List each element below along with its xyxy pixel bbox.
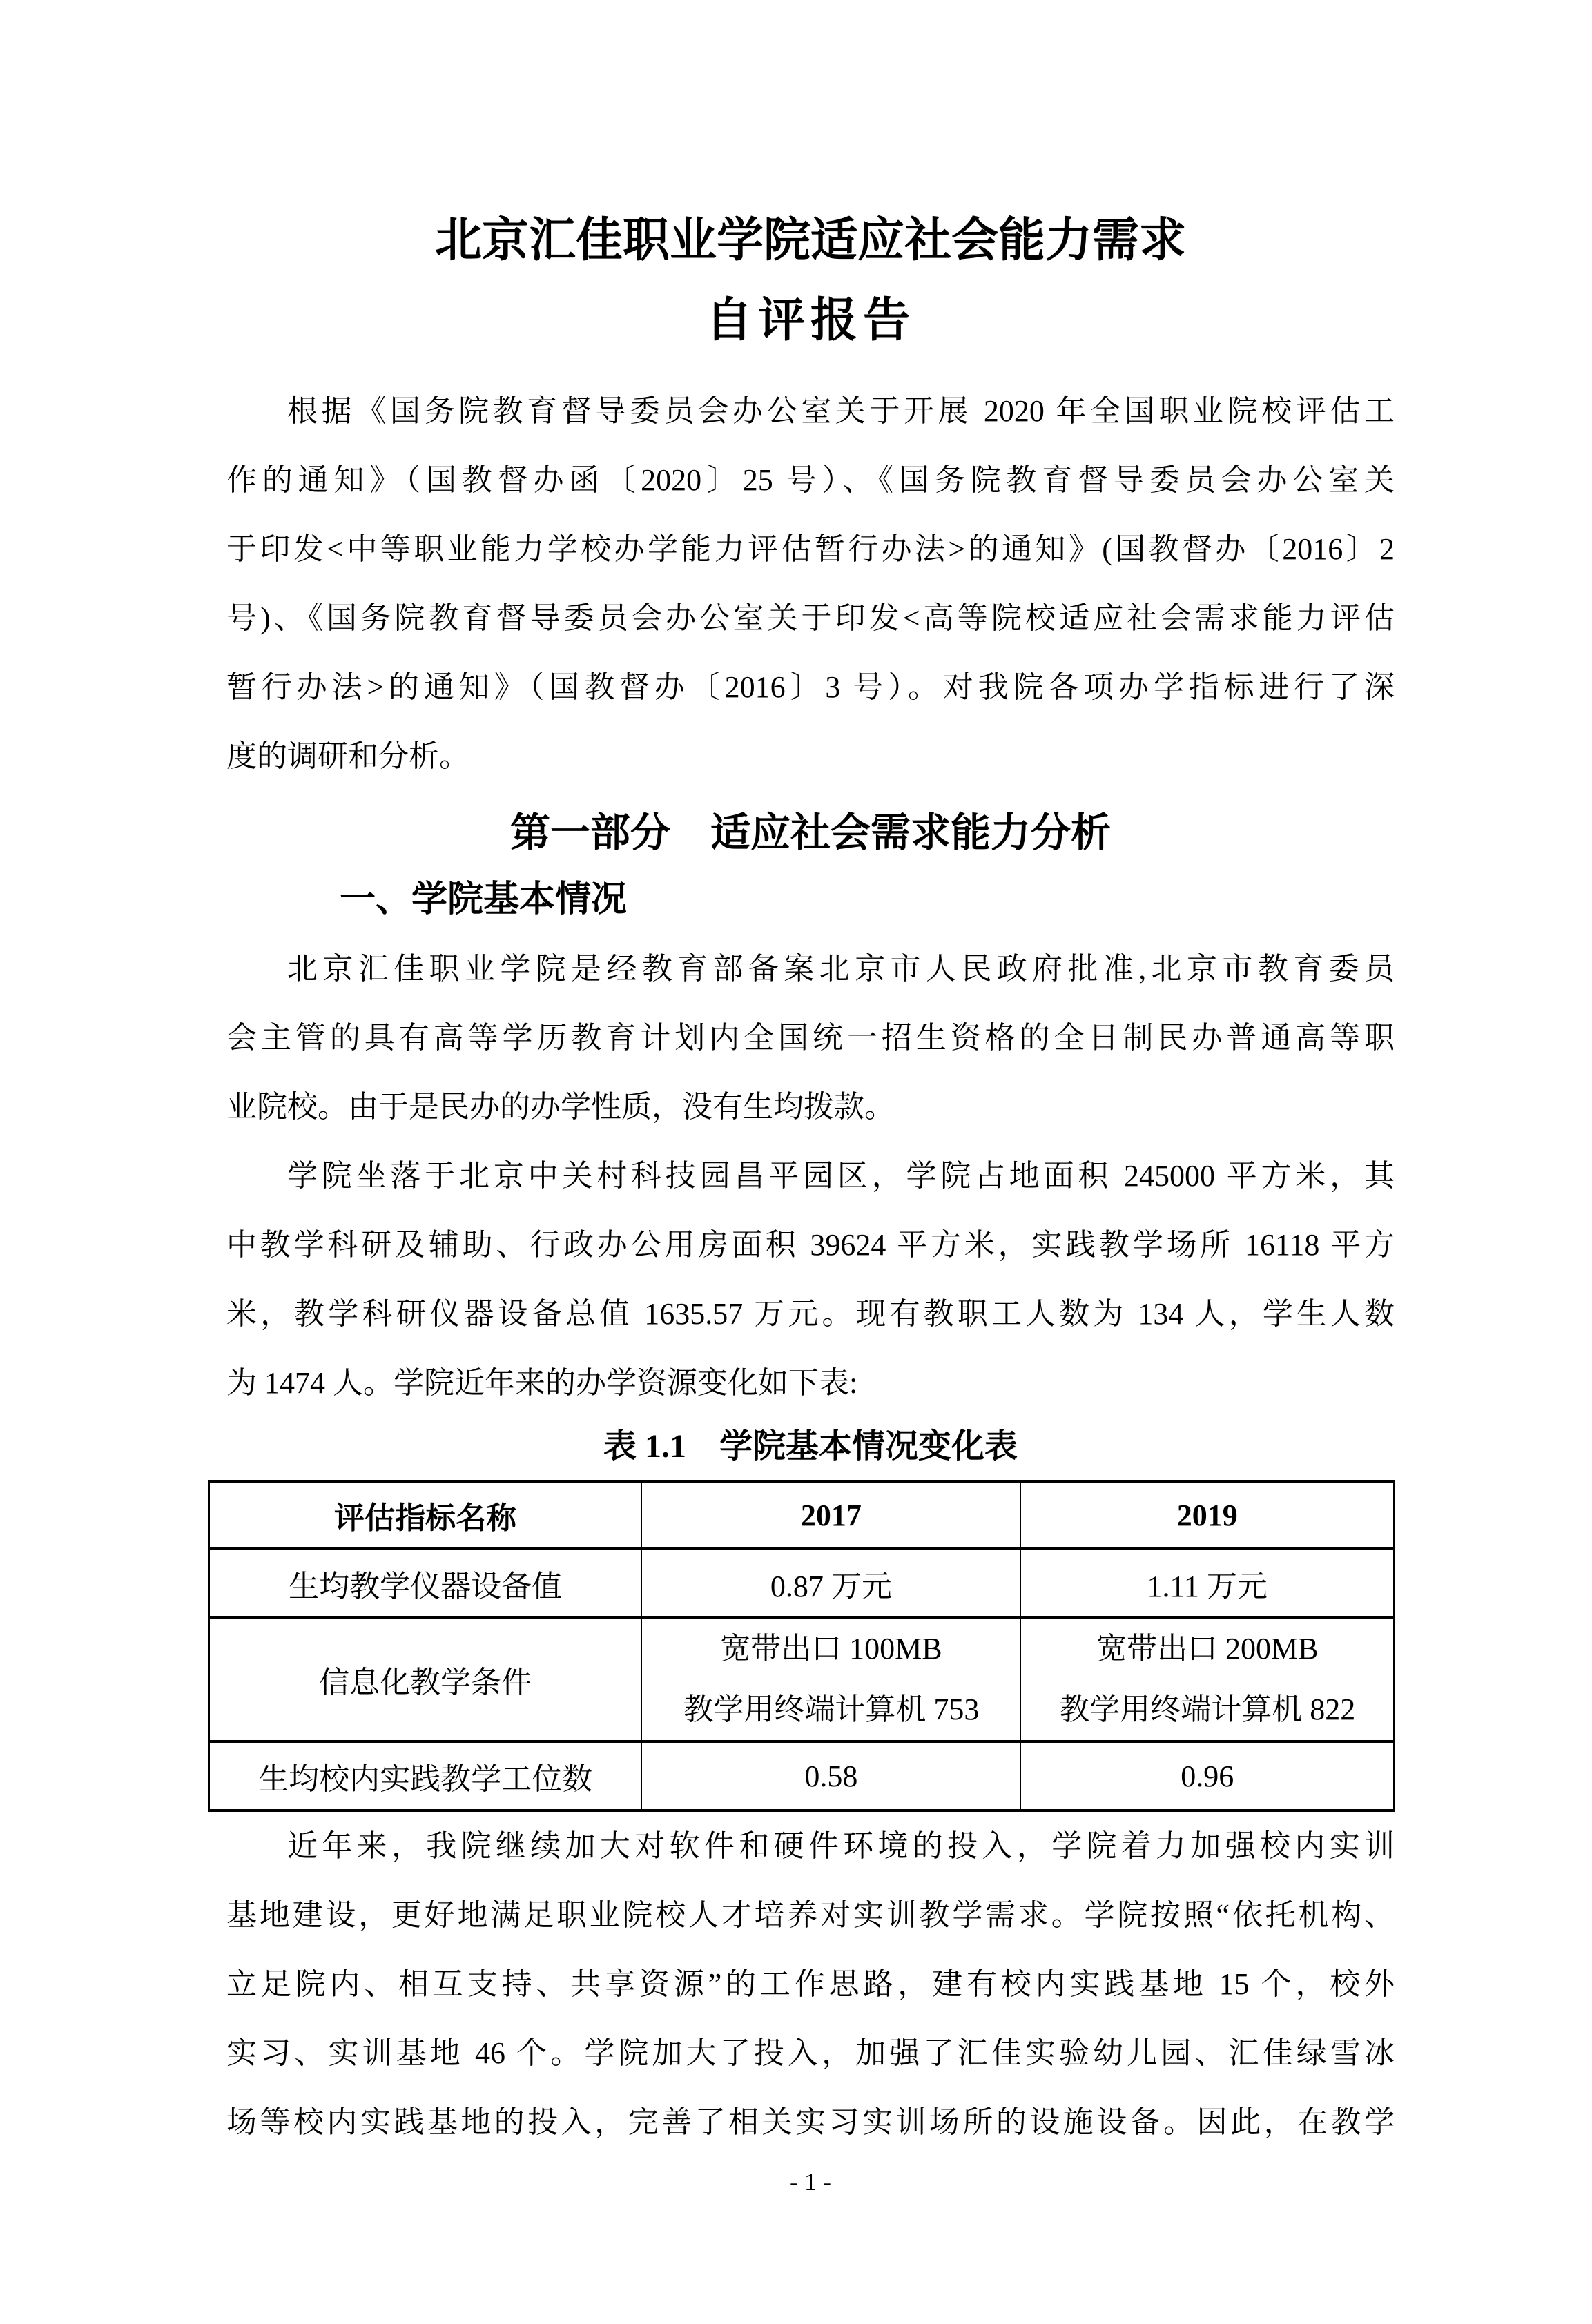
table-row xyxy=(209,1549,1394,1617)
page-content xyxy=(0,200,1592,2203)
paragraph-line: 米，教学科研仪器设备总值 1635.57 万元。现有教职工人数为 134 人，学生人数 xyxy=(226,1297,1395,1331)
table-row xyxy=(209,1741,1394,1810)
paragraph-line: 北京汇佳职业学院是经教育部备案北京市人民政府批准,北京市教育委员 xyxy=(287,952,1395,986)
table-cell-2017 xyxy=(641,1617,1020,1741)
table-cell-2017: 0.87 万元 xyxy=(641,1549,1020,1617)
table-cell-label: 生均教学仪器设备值 xyxy=(209,1549,641,1617)
paragraph-line: 学院坐落于北京中关村科技园昌平园区，学院占地面积 245000 平方米，其 xyxy=(287,1159,1395,1193)
table-cell-2019: 1.11 万元 xyxy=(1020,1549,1394,1617)
paragraph-line: 于印发<中等职业能力学校办学能力评估暂行办法>的通知》(国教督办〔2016〕2 xyxy=(226,532,1395,566)
cell-line: 宽带出口 200MB xyxy=(1096,1632,1319,1666)
table-cell-2019 xyxy=(1020,1617,1394,1741)
table-cell-label: 生均校内实践教学工位数 xyxy=(209,1741,641,1810)
table-caption: 表 1.1 学院基本情况变化表 xyxy=(603,1428,1018,1465)
paragraph-line: 暂行办法>的通知》（国教督办〔2016〕3 号）。对我院各项办学指标进行了深 xyxy=(226,670,1395,704)
cell-line: 宽带出口 100MB xyxy=(720,1632,942,1666)
basic-info-paragraph xyxy=(226,935,1395,1142)
table-cell-2019: 0.96 xyxy=(1020,1741,1394,1810)
paragraph-line: 立足院内、相互支持、共享资源”的工作思路，建有校内实践基地 15 个，校外 xyxy=(226,1967,1395,2001)
paragraph-line: 场等校内实践基地的投入，完善了相关实习实训场所的设施设备。因此，在教学 xyxy=(226,2105,1395,2139)
subheading-college-basic-info: 一、学院基本情况 xyxy=(340,880,628,919)
investment-paragraph xyxy=(226,1812,1395,2157)
table-cell-label: 信息化教学条件 xyxy=(209,1617,641,1741)
cell-line: 教学用终端计算机 753 xyxy=(683,1692,980,1726)
paragraph-line: 号)、《国务院教育督导委员会办公室关于印发<高等院校适应社会需求能力评估 xyxy=(226,601,1395,635)
doc-title-line1: 北京汇佳职业学院适应社会能力需求 xyxy=(434,214,1186,266)
part1-heading: 第一部分 适应社会需求能力分析 xyxy=(509,810,1111,855)
paragraph-line: 作的通知》（国教督办函〔2020〕25 号）、《国务院教育督导委员会办公室关 xyxy=(226,463,1395,497)
page-number: - 1 - xyxy=(790,2168,831,2196)
paragraph-line: 中教学科研及辅助、行政办公用房面积 39624 平方米，实践教学场所 16118 平方 xyxy=(226,1228,1395,1262)
paragraph-line: 为 1474 人。学院近年来的办学资源变化如下表: xyxy=(226,1366,858,1400)
doc-title-line2: 自评报告 xyxy=(705,294,915,346)
paragraph-line: 根据《国务院教育督导委员会办公室关于开展 2020 年全国职业院校评估工 xyxy=(287,394,1395,428)
paragraph-line: 基地建设，更好地满足职业院校人才培养对实训教学需求。学院按照“依托机构、 xyxy=(226,1898,1395,1932)
paragraph-line: 度的调研和分析。 xyxy=(226,739,469,773)
cell-line: 教学用终端计算机 822 xyxy=(1059,1692,1356,1726)
basic-info-change-table xyxy=(208,1480,1395,1812)
table-cell-2017: 0.58 xyxy=(641,1741,1020,1810)
paragraph-line: 近年来，我院继续加大对软件和硬件环境的投入，学院着力加强校内实训 xyxy=(287,1829,1395,1863)
paragraph-line: 业院校。由于是民办的办学性质，没有生均拨款。 xyxy=(226,1090,895,1124)
paragraph-line: 实习、实训基地 46 个。学院加大了投入，加强了汇佳实验幼儿园、汇佳绿雪冰 xyxy=(226,2036,1395,2070)
table-header-indicator: 评估指标名称 xyxy=(209,1481,641,1549)
table-row xyxy=(209,1617,1394,1741)
paragraph-line: 会主管的具有高等学历教育计划内全国统一招生资格的全日制民办普通高等职 xyxy=(226,1021,1395,1055)
intro-paragraph xyxy=(226,377,1395,791)
table-header-2017: 2017 xyxy=(641,1481,1020,1549)
table-header-row xyxy=(209,1481,1394,1549)
table-header-2019: 2019 xyxy=(1020,1481,1394,1549)
campus-resources-paragraph xyxy=(226,1142,1395,1418)
